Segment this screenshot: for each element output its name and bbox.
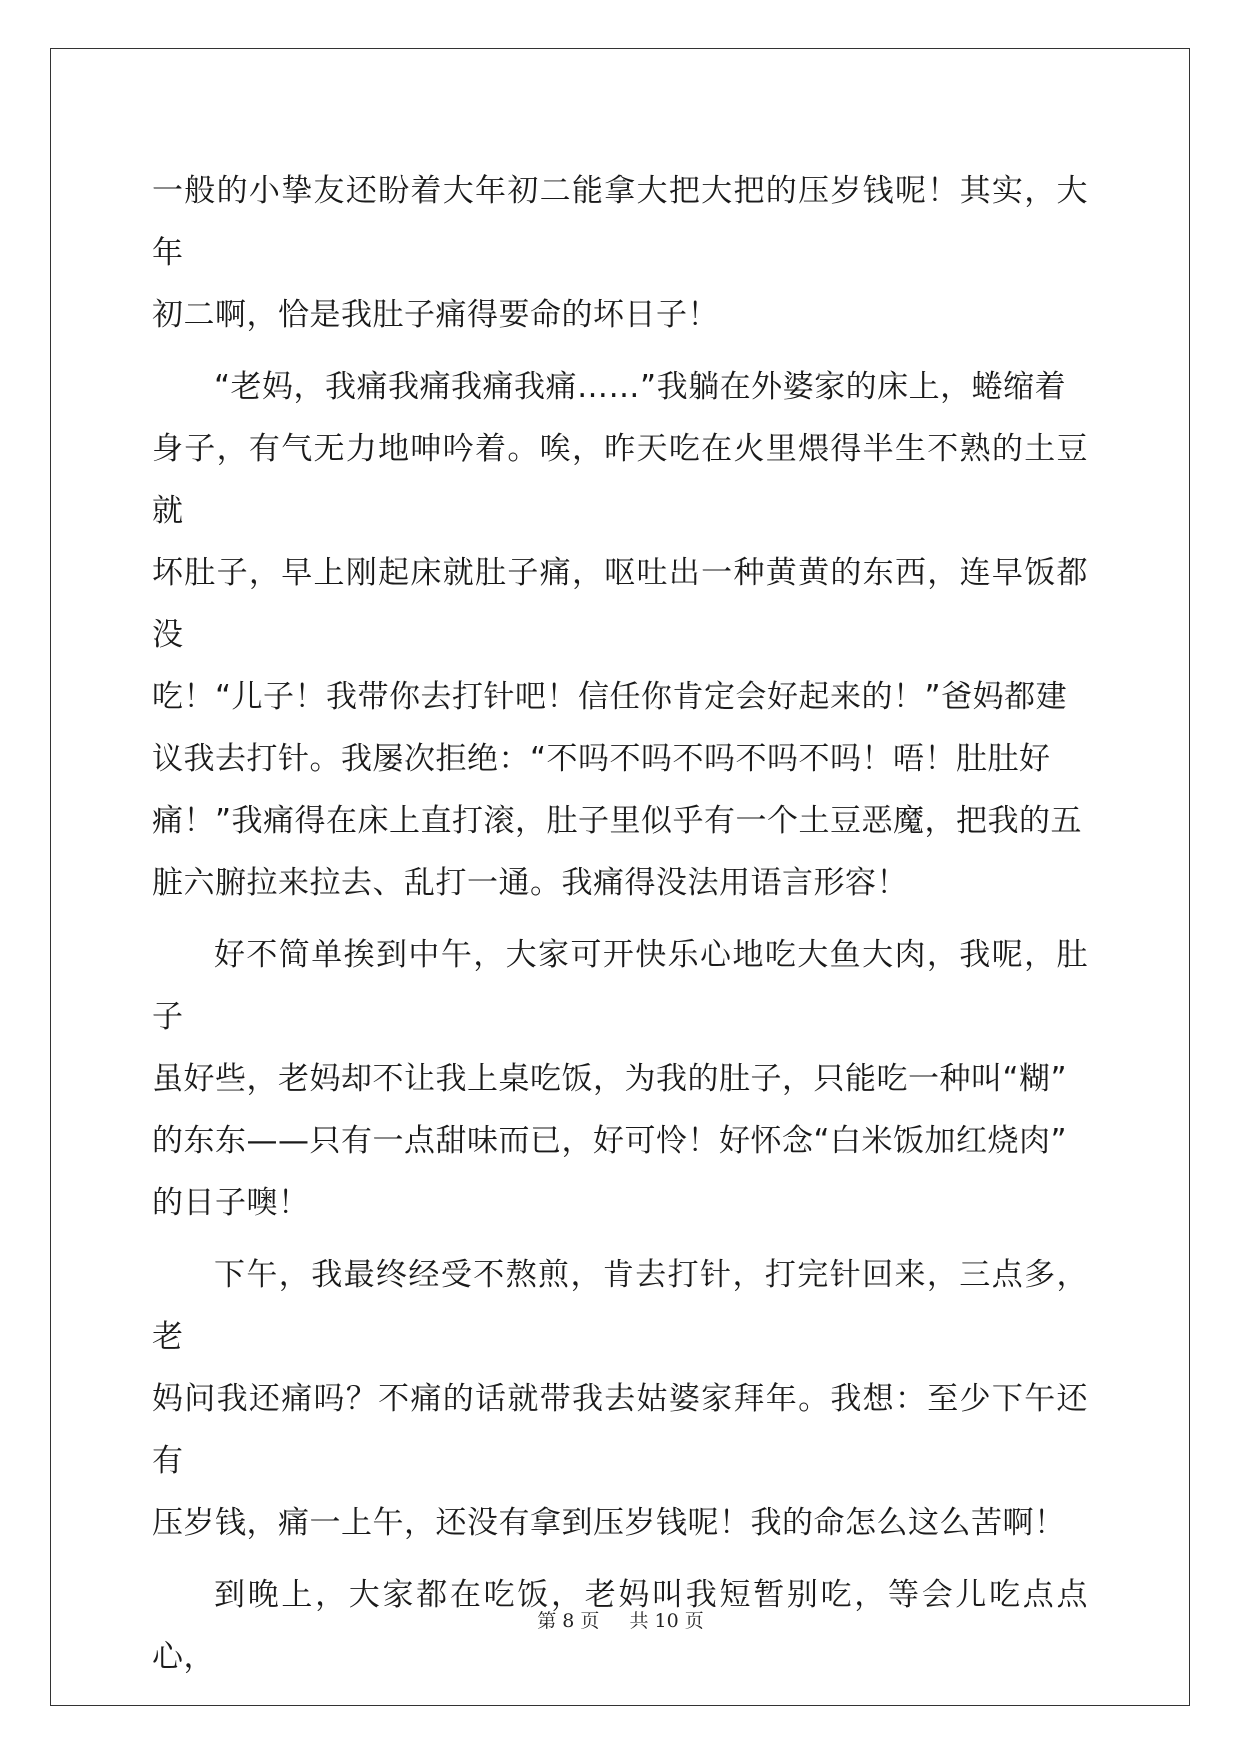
text-line: “老妈，我痛我痛我痛我痛……”我躺在外婆家的床上，蜷缩着 <box>214 369 1067 405</box>
text-line: 好不简单挨到中午，大家可开快乐心地吃大鱼大肉，我呢，肚子 <box>152 937 1088 1035</box>
paragraph <box>152 356 1088 914</box>
text-line: 脏六腑拉来拉去、乱打一通。我痛得没法用语言形容！ <box>152 865 908 901</box>
text-line: 下午，我最终经受不熬煎，肯去打针，打完针回来，三点多，老 <box>152 1257 1088 1355</box>
text-line: 身子，有气无力地呻吟着。唉，昨天吃在火里煨得半生不熟的土豆就 <box>152 431 1088 529</box>
text-line: 吃！“儿子！我带你去打针吧！信任你肯定会好起来的！”爸妈都建 <box>152 679 1068 715</box>
text-line: 压岁钱，痛一上午，还没有拿到压岁钱呢！我的命怎么这么苦啊！ <box>152 1505 1066 1541</box>
paragraph <box>152 160 1088 346</box>
document-body <box>152 160 1088 1698</box>
text-line: 虽好些，老妈却不让我上桌吃饭，为我的肚子，只能吃一种叫“糊” <box>152 1061 1068 1097</box>
text-line: 一般的小挚友还盼着大年初二能拿大把大把的压岁钱呢！其实，大年 <box>152 173 1088 271</box>
paragraph <box>152 924 1088 1234</box>
text-line: 议我去打针。我屡次拒绝：“不吗不吗不吗不吗不吗！唔！肚肚好 <box>152 741 1051 777</box>
text-line: 初二啊，恰是我肚子痛得要命的坏日子！ <box>152 297 719 333</box>
text-line: 妈问我还痛吗？不痛的话就带我去姑婆家拜年。我想：至少下午还有 <box>152 1381 1088 1479</box>
page-number: 第 8 页 <box>537 1610 600 1632</box>
text-line: 痛！”我痛得在床上直打滚，肚子里似乎有一个土豆恶魔，把我的五 <box>152 803 1083 839</box>
paragraph <box>152 1244 1088 1554</box>
text-line: 的日子噢！ <box>152 1185 310 1221</box>
page-total: 共 10 页 <box>629 1610 704 1632</box>
text-line: 坏肚子，早上刚起床就肚子痛，呕吐出一种黄黄的东西，连早饭都没 <box>152 555 1088 653</box>
text-line: 的东东——只有一点甜味而已，好可怜！好怀念“白米饭加红烧肉” <box>152 1123 1068 1159</box>
page-footer <box>0 1606 1241 1633</box>
text-line: 到晚上，大家都在吃饭，老妈叫我短暂别吃，等会儿吃点点心， <box>152 1577 1088 1675</box>
